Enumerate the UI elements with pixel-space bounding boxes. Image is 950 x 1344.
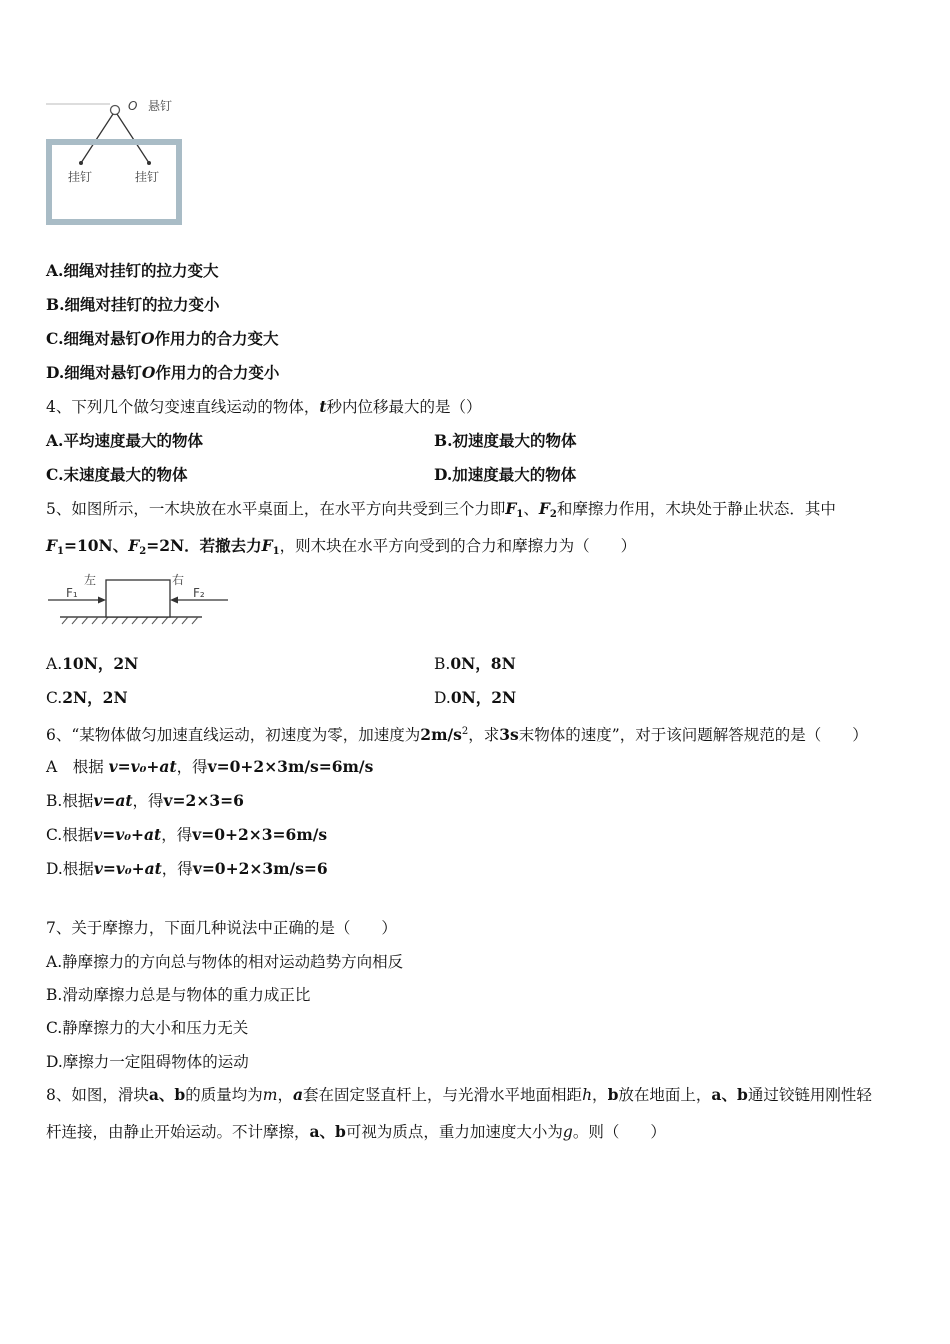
formula: v=v₀+at <box>93 825 162 844</box>
q5-stem-line1 <box>46 499 836 525</box>
symbol-ab: a、b <box>309 1122 346 1141</box>
q4-option-c <box>46 465 187 485</box>
separator: ， <box>277 1086 293 1104</box>
option-letter: C. <box>46 465 64 484</box>
q4-option-a <box>46 431 203 451</box>
q4-option-d <box>434 465 576 485</box>
left-label: 左 <box>84 573 97 587</box>
q7-option-a: A.静摩擦力的方向总与物体的相对运动趋势方向相反 <box>46 953 404 971</box>
nail-label: 悬钉 <box>148 99 173 113</box>
f2-arrowhead-icon <box>170 597 178 604</box>
f1-arrowhead-icon <box>98 597 106 604</box>
option-text: ，得 <box>161 826 193 844</box>
option-letter: C.根据 <box>46 826 94 844</box>
option-text: 细绳对悬钉 <box>63 329 141 348</box>
left-peg-label: 挂钉 <box>68 170 93 184</box>
q7-option-b: B.滑动摩擦力总是与物体的重力成正比 <box>46 986 311 1004</box>
option-text: ，得 <box>176 758 208 776</box>
separator: ， <box>592 1086 608 1104</box>
subscript: 1 <box>272 546 280 557</box>
option-letter: A 根据 <box>46 758 104 776</box>
q7-option-d: D.摩擦力一定阻碍物体的运动 <box>46 1053 249 1071</box>
symbol-o: O <box>140 329 155 348</box>
option-text: 0N，8N <box>450 654 516 673</box>
stem-text: 末物体的速度”，对于该问题解答规范的是（ ） <box>518 726 868 744</box>
q6-option-b <box>46 791 244 811</box>
subscript: 2 <box>549 509 557 520</box>
option-text: 末速度最大的物体 <box>63 465 188 484</box>
symbol-m: m <box>262 1086 278 1104</box>
q4-stem <box>46 397 482 417</box>
stem-text: 的质量均为 <box>185 1086 263 1104</box>
symbol-f: F <box>128 536 140 555</box>
left-string <box>81 114 113 163</box>
subscript: 1 <box>516 509 524 520</box>
symbol-ab: a、b <box>711 1085 748 1104</box>
q3-option-c <box>46 329 279 349</box>
option-text: 平均速度最大的物体 <box>63 431 203 450</box>
right-peg-label: 挂钉 <box>135 170 160 184</box>
symbol-t: t <box>319 397 327 416</box>
stem-text: 。则（ ） <box>572 1123 666 1141</box>
q4-option-b <box>434 431 577 451</box>
result: v=0+2×3=6m/s <box>192 825 328 844</box>
option-letter: D. <box>434 465 453 484</box>
option-text: 作用力的合力变小 <box>155 363 280 382</box>
right-peg-icon <box>147 161 151 165</box>
option-letter: B.根据 <box>46 792 94 810</box>
symbol-a: a <box>293 1085 304 1104</box>
subscript: 1 <box>57 546 64 557</box>
q8-stem-line1 <box>46 1085 872 1105</box>
symbol-o: O <box>141 363 156 382</box>
f1-label: F₁ <box>66 586 78 600</box>
q3-option-a <box>46 261 218 281</box>
option-letter: D. <box>46 363 65 382</box>
option-text: 10N，2N <box>62 654 139 673</box>
symbol-f: F <box>46 536 58 555</box>
superscript: 2 <box>461 726 469 737</box>
q5-option-c <box>46 688 128 708</box>
q5-stem-line2 <box>46 536 636 562</box>
acceleration-value: 2m/s <box>420 725 462 744</box>
block-force-figure <box>46 566 236 630</box>
q5-option-d <box>434 688 516 708</box>
option-text: 加速度最大的物体 <box>452 465 577 484</box>
picture-frame-figure <box>40 92 200 232</box>
q3-option-b <box>46 295 220 315</box>
option-text: 2N，2N <box>62 688 128 707</box>
symbol-h: h <box>582 1086 593 1104</box>
formula: v=v₀+at <box>108 757 177 776</box>
formula: v=v₀+at <box>93 859 162 878</box>
option-text: 细绳对挂钉的拉力变小 <box>64 295 220 314</box>
ground-hatching <box>62 617 198 624</box>
q6-option-a <box>46 757 373 777</box>
stem-text: 和摩擦力作用，木块处于静止状态．其中 <box>556 500 836 518</box>
q7-option-c: C.静摩擦力的大小和压力无关 <box>46 1019 249 1037</box>
stem-text: 可视为质点，重力加速度大小为 <box>345 1123 563 1141</box>
option-letter: A. <box>46 431 64 450</box>
option-letter: B. <box>46 295 65 314</box>
value-text: =2N．若撤去力 <box>146 536 262 555</box>
option-letter: B. <box>434 431 453 450</box>
q7-stem: 7、关于摩擦力，下面几种说法中正确的是（ ） <box>46 919 397 937</box>
stem-text: 4、下列几个做匀变速直线运动的物体， <box>46 398 320 416</box>
option-text: 细绳对挂钉的拉力变大 <box>63 261 219 280</box>
stem-text: 套在固定竖直杆上，与光滑水平地面相距 <box>303 1086 583 1104</box>
right-label: 右 <box>172 573 185 587</box>
subscript: 2 <box>139 546 147 557</box>
option-letter: C. <box>46 689 63 707</box>
q6-option-c <box>46 825 327 845</box>
symbol-g: g <box>562 1123 573 1141</box>
option-text: ，得 <box>161 860 193 878</box>
time-value: 3s <box>499 725 519 744</box>
option-text: 0N，2N <box>450 688 517 707</box>
option-letter: A. <box>46 655 63 673</box>
stem-text: 杆连接，由静止开始运动。不计摩擦， <box>46 1123 310 1141</box>
symbol-f: F <box>505 499 517 518</box>
option-letter: D.根据 <box>46 860 94 878</box>
result: v=0+2×3m/s=6m/s <box>207 757 374 776</box>
result: v=0+2×3m/s=6 <box>192 859 328 878</box>
option-letter: D. <box>434 689 451 707</box>
stem-text: 5、如图所示，一木块放在水平桌面上，在水平方向共受到三个力即 <box>46 500 506 518</box>
nail-o-icon <box>111 106 120 115</box>
q3-option-d <box>46 363 279 383</box>
stem-text: 秒内位移最大的是（） <box>326 398 482 416</box>
symbol-ab: a、b <box>148 1085 186 1104</box>
q5-option-a <box>46 654 138 674</box>
stem-text: ，求 <box>468 726 500 744</box>
symbol-f: F <box>538 499 550 518</box>
stem-text: 8、如图，滑块 <box>46 1086 149 1104</box>
stem-text: ，则木块在水平方向受到的合力和摩擦力为（ ） <box>279 537 637 555</box>
result: v=2×3=6 <box>163 791 244 810</box>
q5-option-b <box>434 654 516 674</box>
f2-label: F₂ <box>193 586 205 600</box>
stem-text: 通过铰链用刚性轻 <box>747 1086 872 1104</box>
q6-stem <box>46 722 868 745</box>
symbol-f: F <box>261 536 273 555</box>
option-letter: B. <box>434 655 451 673</box>
value-text: =10N、 <box>63 536 129 555</box>
o-label: O <box>128 99 138 113</box>
option-text: ，得 <box>132 792 164 810</box>
left-peg-icon <box>79 161 83 165</box>
option-text: 细绳对悬钉 <box>64 363 142 382</box>
q6-option-d <box>46 859 328 879</box>
stem-text: 6、“某物体做匀加速直线运动，初速度为零，加速度为 <box>46 726 421 744</box>
option-text: 初速度最大的物体 <box>452 431 577 450</box>
wood-block <box>106 580 170 617</box>
separator: 、 <box>523 500 539 518</box>
right-string <box>117 114 149 163</box>
stem-text: 放在地面上， <box>618 1086 712 1104</box>
symbol-b: b <box>607 1085 619 1104</box>
option-text: 作用力的合力变大 <box>154 329 279 348</box>
q8-stem-line2 <box>46 1122 666 1142</box>
option-letter: A. <box>46 261 64 280</box>
formula: v=at <box>93 791 133 810</box>
option-letter: C. <box>46 329 64 348</box>
